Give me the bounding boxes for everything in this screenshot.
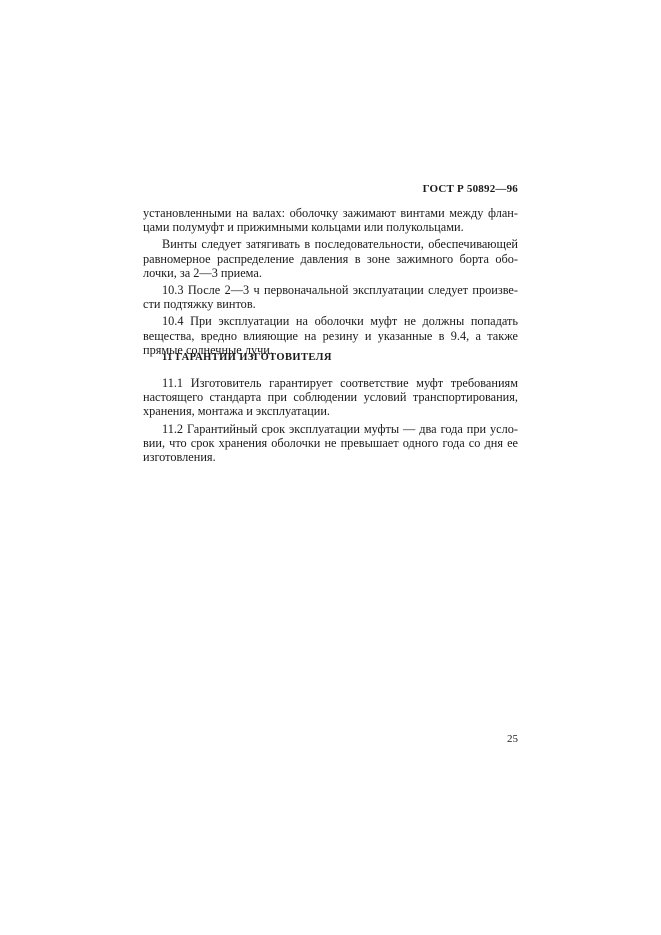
document-code-header: ГОСТ Р 50892—96 bbox=[422, 183, 518, 195]
paragraph-11-1: 11.1 Изготовитель гарантирует соответствие муфт требованиям настоящего стандарта при соблюдении условий транспортирования, хранения, монтажа и эксплуатации. bbox=[143, 376, 518, 419]
paragraph-10-2-end: установленными на валах: оболочку зажимают винтами между фланцами полумуфт и прижимными кольцами или полукольцами. bbox=[143, 206, 518, 235]
paragraph-screws-tightening: Винты следует затягивать в последовательности, обеспечивающей равномерное распределение давления в зоне зажимного борта оболочки, за 2—3 приема. bbox=[143, 237, 518, 280]
paragraph-10-3: 10.3 После 2—3 ч первоначальной эксплуатации следует произвести подтяжку винтов. bbox=[143, 283, 518, 312]
paragraph-10-4: 10.4 При эксплуатации на оболочки муфт не должны попадать вещества, вредно влияющие на резину и указанные в 9.4, а также прямые солнечные лучи. bbox=[143, 314, 518, 357]
section-11-body bbox=[143, 376, 518, 467]
section-11-heading: 11 ГАРАНТИИ ИЗГОТОВИТЕЛЯ bbox=[162, 352, 332, 363]
paragraph-11-2: 11.2 Гарантийный срок эксплуатации муфты — два года при условии, что срок хранения оболочки не превышает одного года со дня ее изготовления. bbox=[143, 421, 518, 465]
page-number: 25 bbox=[507, 733, 518, 745]
section-10-continuation bbox=[143, 206, 518, 360]
